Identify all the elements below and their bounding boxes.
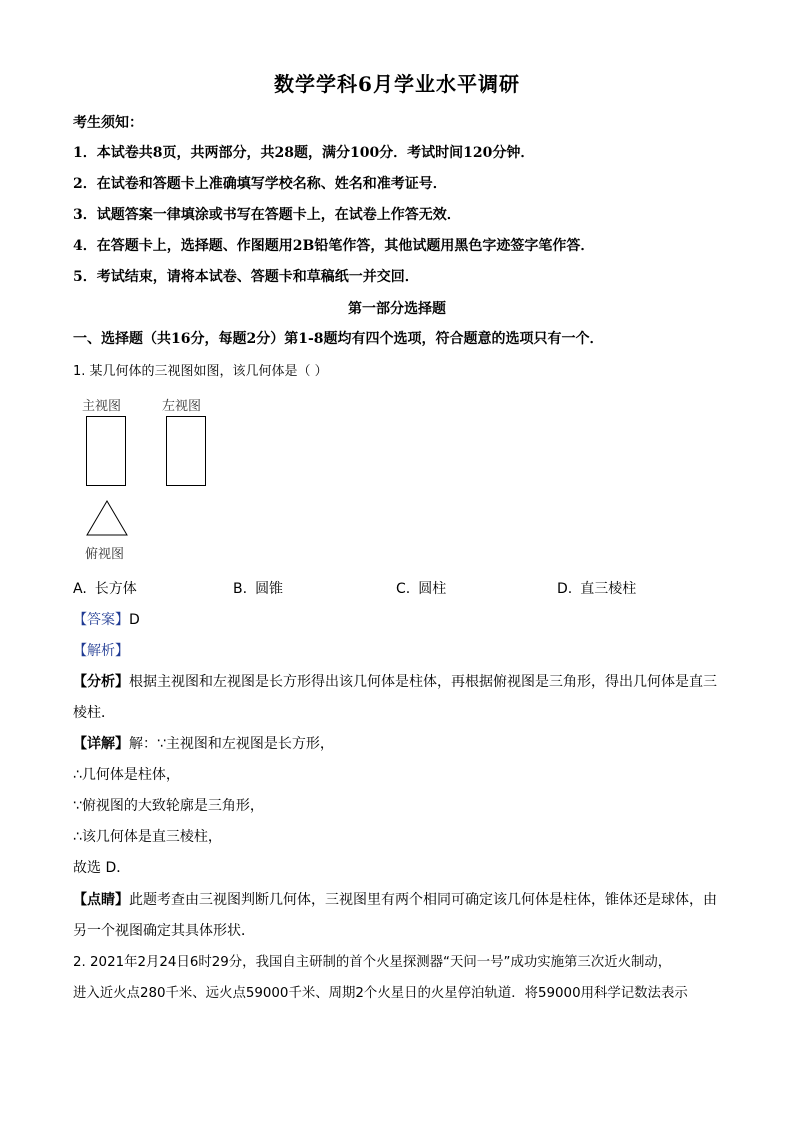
notice-heading: 考生须知： [73, 115, 143, 131]
detail-line-5: 故选 D． [73, 860, 131, 876]
option-letter: D. [557, 581, 573, 597]
top-view-triangle [84, 498, 130, 538]
option-b [233, 578, 283, 598]
analysis-tag: 【解析】 [73, 643, 129, 659]
fenxi-tag: 【分析】 [73, 674, 129, 690]
detail-text: 解：∵主视图和左视图是长方形， [129, 736, 334, 752]
option-text: 直三棱柱 [580, 581, 637, 597]
detail-line-2: ∴几何体是柱体， [73, 767, 180, 783]
fenxi-text: 根据主视图和左视图是长方形得出该几何体是柱体，再根据俯视图是三角形，得出几何体是直三 [129, 674, 717, 690]
option-letter: A. [73, 581, 87, 597]
front-view-label: 主视图 [82, 399, 122, 414]
comment-text: 此题考查由三视图判断几何体，三视图里有两个相同可确定该几何体是柱体，锥体还是球体，由 [129, 892, 717, 908]
left-view-label: 左视图 [162, 399, 202, 414]
fenxi-line-2: 棱柱． [73, 705, 115, 721]
comment-line-2: 另一个视图确定其具体形状． [73, 923, 255, 939]
option-text: 长方体 [94, 581, 137, 597]
option-text: 圆柱 [418, 581, 447, 597]
left-view-rect [166, 416, 206, 486]
q2-line-2: 进入近火点280千米、远火点59000千米、周期2个火星日的火星停泊轨道．将59000用科学记数法表示 [73, 986, 688, 1001]
q1-answer [73, 609, 140, 629]
section1-heading: 一、选择题（共16分，每题2分）第1-8题均有四个选项，符合题意的选项只有一个． [73, 331, 604, 347]
notice-item-4: 4．在答题卡上，选择题、作图题用2B铅笔作答，其他试题用黑色字迹签字笔作答． [73, 238, 595, 254]
notice-item-3: 3．试题答案一律填涂或书写在答题卡上，在试卷上作答无效． [73, 207, 461, 223]
detail-line-4: ∴该几何体是直三棱柱， [73, 829, 222, 845]
notice-item-5: 5．考试结束，请将本试卷、答题卡和草稿纸一并交回． [73, 269, 419, 285]
option-letter: C. [396, 581, 411, 597]
comment-tag: 【点睛】 [73, 892, 129, 908]
option-a [73, 578, 137, 598]
top-view-label: 俯视图 [85, 547, 125, 562]
q1-stem: 1. 某几何体的三视图如图，该几何体是（ ） [73, 364, 328, 379]
answer-tag: 【答案】 [73, 612, 129, 628]
answer-value: D [129, 612, 140, 628]
option-letter: B. [233, 581, 248, 597]
comment-line-1 [73, 889, 717, 909]
detail-line-3: ∵俯视图的大致轮廓是三角形， [73, 798, 264, 814]
detail-line-1 [73, 733, 334, 753]
notice-item-1: 1．本试卷共8页，共两部分，共28题，满分100分．考试时间120分钟． [73, 145, 535, 161]
detail-tag: 【详解】 [73, 736, 129, 752]
part1-title: 第一部分选择题 [348, 301, 446, 317]
option-text: 圆锥 [255, 581, 284, 597]
page-title: 数学学科6月学业水平调研 [274, 72, 520, 96]
option-d [557, 578, 636, 598]
fenxi-line-1 [73, 671, 717, 691]
front-view-rect [86, 416, 126, 486]
option-c [396, 578, 446, 598]
notice-item-2: 2．在试卷和答题卡上准确填写学校名称、姓名和准考证号． [73, 176, 447, 192]
q2-line-1: 2. 2021年2月24日6时29分，我国自主研制的首个火星探测器“天问一号”成功实施第三次近火制动， [73, 955, 672, 970]
